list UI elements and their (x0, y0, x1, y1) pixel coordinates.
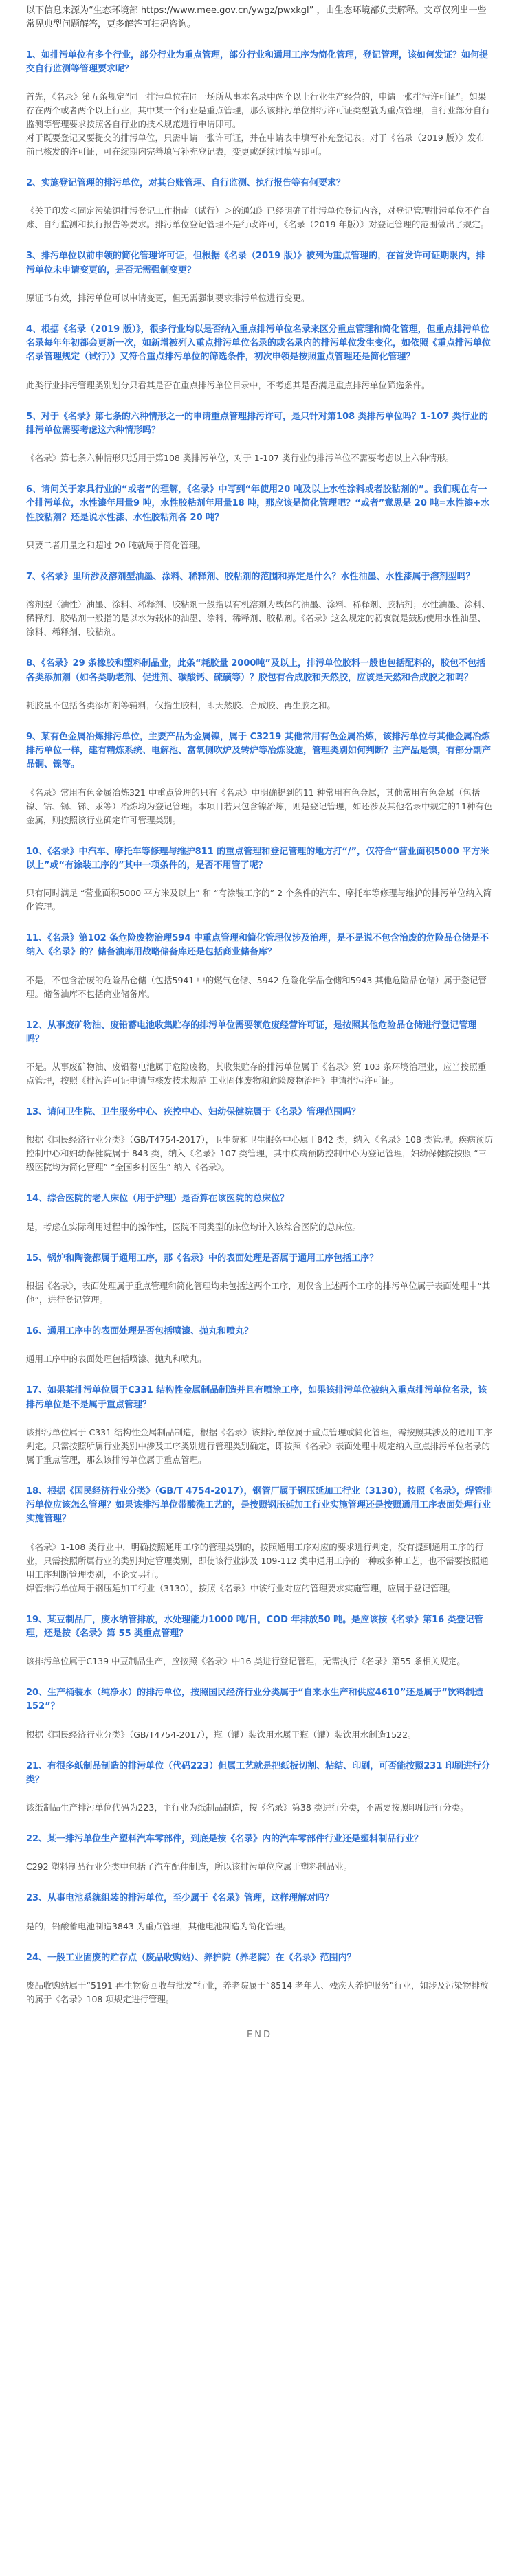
question-17: 17、如果某排污单位属于C331 结构性金属制品制造并且有喷涂工序，如果该排污单位被纳入重点排污单位名录，该排污单位是不是属于重点管理？ (26, 1385, 487, 1410)
answer-14: 是，考虑在实际利用过程中的操作性，医院不同类型的床位均计入该综合医院的总床位。 (26, 1221, 362, 1232)
question-1: 1、如排污单位有多个行业，部分行业为重点管理，部分行业和通用工序为简化管理，登记管理，该如何发证？如何提交自行监测等管理要求呢？ (26, 49, 489, 74)
answer-17: 该排污单位属于 C331 结构性金属制品制造，根据《名录》该排污单位属于重点管理或简化管理，需按照其涉及的通用工序判定。只需按照所属行业类别中涉及工序类别进行管理类别确定，即按照《名录》表面处理中规定纳入重点排污单位名录的属于重点管理，那么该排污单位属于重点管理。 (26, 1426, 493, 1465)
answer-15: 根据《名录》，表面处理属于重点管理和简化管理均未包括这两个工序，则仅含上述两个工序的排污单位属于表面处理中“其他”，进行登记管理。 (26, 1280, 491, 1305)
question-9: 9、某有色金属冶炼排污单位，主要产品为金属镍，属于 C3219 其他常用有色金属冶炼，该排污单位与其他金属冶炼排污单位一样，建有精炼系统、电解池、富氧侧吹炉及转炉等冶炼设施，管理类别如何判断？主产品是镍，有部分副产品铜、镍等。 (26, 731, 492, 770)
intro-paragraph: 以下信息来源为“生态环境部 https://www.mee.gov.cn/ywgz/pwxkgl” ，由生态环境部负责解释。文章仅列出一些常见典型问题解答，更多解答可扫码咨询。 (26, 5, 487, 30)
answer-24: 废品收购站属于“5191 再生物资回收与批发”行业，养老院属于“8514 老年人、残疾人养护服务”行业，如涉及污染物排放的属于《名录》108 项规定进行管理。 (26, 1980, 489, 2004)
answer-18: 《名录》1-108 类行业中，明确按照通用工序的管理类别的，按照通用工序对应的要求进行判定，没有提到通用工序的行业，只需按照所属行业的类别判定管理类别，即使该行业涉及 109-112 类中通用工序的一种或多种工艺，也不需要按照通用工序判断管理类别，不论文另行。 焊管排污单位属于钢压延加工行业（3130），按照《名录》中该行业对应的管理要求实施管理，应属于登记管理。 (26, 1541, 489, 1593)
question-21: 21、有很多纸制品制造的排污单位（代码223）但属工艺就是把纸板切割、粘结、印刷，可否能按照231 印刷进行分类？ (26, 1760, 490, 1785)
answer-3: 原证书有效，排污单位可以申请变更，但无需强制要求排污单位进行变更。 (26, 292, 310, 303)
answer-9: 《名录》常用有色金属冶炼321 中重点管理的只有《名录》中明确提到的11 种常用有色金属，其他常用有色金属（包括镍、钴、锡、锑、汞等）冶炼均为登记管理。本项目若只包含镍冶炼，则是登记管理，如还涉及其他名录中规定的11种有色金属，则按照该行业确定许可管理类别。 (26, 787, 493, 825)
question-2: 2、实施登记管理的排污单位，对其台账管理、自行监测、执行报告等有何要求？ (26, 178, 346, 189)
question-10: 10、《名录》中汽车、摩托车等修理与维护811 的重点管理和登记管理的地方打“/”，仅符合“营业面积5000 平方米以上”或“有涂装工序的”其中一项条件的，是否不用管了呢？ (26, 846, 489, 871)
answer-5: 《名录》第七条六种情形只适用于第108 类排污单位，对于 1-107 类行业的排污单位不需要考虑以上六种情形。 (26, 453, 454, 464)
answer-21: 该纸制品生产排污单位代码为223，主行业为纸制品制造，按《名录》第38 类进行分类，不需要按照印刷进行分类。 (26, 1802, 469, 1813)
question-14: 14、综合医院的老人床位（用于护理）是否算在该医院的总床位？ (26, 1194, 289, 1205)
answer-16: 通用工序中的表面处理包括喷漆、抛丸和喷丸。 (26, 1354, 207, 1365)
question-4: 4、根据《名录（2019 版）》，很多行业均以是否纳入重点排污单位名录来区分重点管理和简化管理，但重点排污单位名录每年年初都会更新一次，如新增被列入重点排污单位名录的或名录内的排污单位发生变化，如依照《重点排污单位名录管理规定（试行）》又符合重点排污单位的筛选条件，初次申领是按照重点管理还是简化管理？ (26, 324, 492, 363)
answer-12: 不是。从事废矿物油、废铅蓄电池属于危险废物，其收集贮存的排污单位属于《名录》第 103 条环境治理业，应当按照重点管理，按照《排污许可证申请与核发技术规范 工业固体废物和危险废物治理》申请排污许可证。 (26, 1062, 487, 1086)
answer-1: 首先，《名录》第五条规定“同一排污单位在同一场所从事本名录中两个以上行业生产经营的，申请一张排污许可证”。如果存在两个或者两个以上行业，其中某一个行业是重点管理，那么该排污单位排污许可证类型就为重点管理，自行业部分自行监测等管理要求按照各自行业的技术规范进行申请即可。 对于既要登记又要提交的排污单位，只需申请一张许可证，并在申请表中填写补充登记表。对于《名录（2019 版）》发布前已核发的许可证，可在续期内完善填写补充登记表，变更或延续时填写即可。 (26, 91, 491, 157)
end-marker: —— END —— (219, 2029, 300, 2040)
qa-list (26, 49, 493, 2006)
answer-20: 根据《国民经济行业分类》（GB/T4754-2017），瓶（罐）装饮用水属于瓶（罐）装饮用水制造1522。 (26, 1729, 417, 1740)
answer-8: 耗胶量不包括各类添加剂等辅料，仅指生胶料，即天然胶、合成胶、再生胶之和。 (26, 699, 336, 710)
question-3: 3、排污单位以前申领的简化管理许可证，但根据《名录（2019 版）》被列为重点管理的，在首发许可证期限内，排污单位未申请变更的，是否无需强制变更？ (26, 251, 485, 276)
question-7: 7、《名录》里所涉及溶剂型油墨、涂料、稀释剂、胶粘剂的范围和界定是什么？水性油墨、水性漆属于溶剂型吗？ (26, 571, 475, 582)
question-12: 12、从事废矿物油、废铅蓄电池收集贮存的排污单位需要领危废经营许可证，是按照其他危险品仓储进行登记管理吗？ (26, 1020, 477, 1044)
question-8: 8、《名录》29 条橡胶和塑料制品业，此条“耗胶量 2000吨”及以上，排污单位胶料一般也包括配料的，胶包不包括各类添加剂（如各类助老剂、促进剂、碳酸钙、硫磺等）？胶包有合成胶和天然胶，应该是天然和合成胶之和吗？ (26, 658, 485, 683)
question-19: 19、某豆制品厂，废水纳管排放，水处理能力1000 吨/日，COD 年排放50 吨。是应该按《名录》第16 类登记管理，还是按《名录》第 55 类重点管理？ (26, 1614, 483, 1639)
answer-23: 是的，铅酸蓄电池制造3843 为重点管理，其他电池制造为简化管理。 (26, 1920, 291, 1931)
question-15: 15、锅炉和陶瓷都属于通用工序，那《名录》中的表面处理是否属于通用工序包括工序？ (26, 1253, 379, 1264)
answer-10: 只有同时满足 “营业面积5000 平方米及以上” 和 “有涂装工序的” 2 个条件的汽车、摩托车等修理与维护的排污单位纳入简化管理。 (26, 888, 492, 912)
answer-22: C292 塑料制品行业分类中包括了汽车配件制造，所以该排污单位应属于塑料制品业。 (26, 1861, 353, 1872)
question-13: 13、请问卫生院、卫生服务中心、疾控中心、妇幼保健院属于《名录》管理范围吗？ (26, 1107, 361, 1118)
answer-6: 只要二者用量之和超过 20 吨就属于简化管理。 (26, 539, 206, 550)
question-18: 18、根据《国民经济行业分类》（GB/T 4754-2017），钢管厂属于钢压延加工行业（3130），按照《名录》，焊管排污单位应该怎么管理？如果该排污单位带酸洗工艺的，是按照钢压延加工行业实施管理还是按照通用工序表面处理行业实施管理？ (26, 1486, 492, 1525)
question-11: 11、《名录》第102 条危险废物治理594 中重点管理和简化管理仅涉及治理，是不是说不包含治废的危险品仓储是不纳入《名录》的？储备油库用战略储备库还是包括商业储备库？ (26, 933, 489, 958)
answer-2: 《关于印发＜固定污染源排污登记工作指南（试行）＞的通知》已经明确了排污单位登记内容，对登记管理排污单位不作台账、自行监测和执行报告等要求。排污单位登记管理不是行政许可，《名录（2019 年版）》对登记管理的范围做出了规定。 (26, 205, 491, 230)
question-23: 23、从事电池系统组装的排污单位，至少属于《名录》管理，这样理解对吗？ (26, 1893, 334, 1904)
answer-11: 不是，不包含治废的危险品仓储（包括5941 中的燃气仓储、5942 危险化学品仓储和5943 其他危险品仓储）属于登记管理。储备油库不包括商业储备库。 (26, 974, 487, 999)
answer-13: 根据《国民经济行业分类》（GB/T4754-2017），卫生院和卫生服务中心属于842 类，纳入《名录》108 类管理。疾病预防控制中心和妇幼保健院属于 843 类，纳入《名录》107 类管理，其中疾病预防控制中心为登记管理，妇幼保健院按照 “三级医院均为简化管理” “全国乡村医生” 纳入《名录》。 (26, 1134, 493, 1173)
question-24: 24、一般工业固废的贮存点（废品收购站）、养护院（养老院）在《名录》范围内？ (26, 1952, 356, 1963)
question-6: 6、请问关于家具行业的“或者”的理解，《名录》中写到“年使用20 吨及以上水性涂料或者胶粘剂的”。我们现在有一个排污单位，水性漆年用量9 吨，水性胶粘剂年用量18 吨，那应该是简化管理吧？“或者”意思是 20 吨=水性漆+水性胶粘剂？还是说水性漆、水性胶粘剂各 20 吨？ (26, 484, 490, 523)
question-20: 20、生产桶装水（纯净水）的排污单位，按照国民经济行业分类属于“自来水生产和供应4610”还是属于“饮料制造 152”？ (26, 1688, 483, 1712)
question-16: 16、通用工序中的表面处理是否包括喷漆、抛丸和喷丸？ (26, 1325, 254, 1336)
answer-4: 此类行业排污管理类别划分只看其是否在重点排污单位目录中，不考虑其是否满足重点排污单位筛选条件。 (26, 379, 430, 390)
answer-7: 溶剂型（油性）油墨、涂料、稀释剂、胶粘剂一般指以有机溶剂为载体的油墨、涂料、稀释剂、胶粘剂；水性油墨、涂料、稀释剂、胶粘剂一般指的是以水为载体的油墨、涂料、稀释剂、胶粘剂。《名录》这么规定的初衷就是鼓励使用水性油墨、涂料、稀释剂、胶粘剂。 (26, 599, 491, 638)
answer-19: 该排污单位属于C139 中豆制品生产，应按照《名录》中16 类进行登记管理，无需执行《名录》第55 条相关规定。 (26, 1656, 465, 1667)
question-5: 5、对于《名录》第七条的六种情形之一的申请重点管理排污许可，是只针对第108 类排污单位吗？1-107 类行业的排污单位需要考虑这六种情形吗？ (26, 411, 488, 436)
question-22: 22、某一排污单位生产塑料汽车零部件，到底是按《名录》内的汽车零部件行业还是塑料制品行业？ (26, 1834, 423, 1845)
